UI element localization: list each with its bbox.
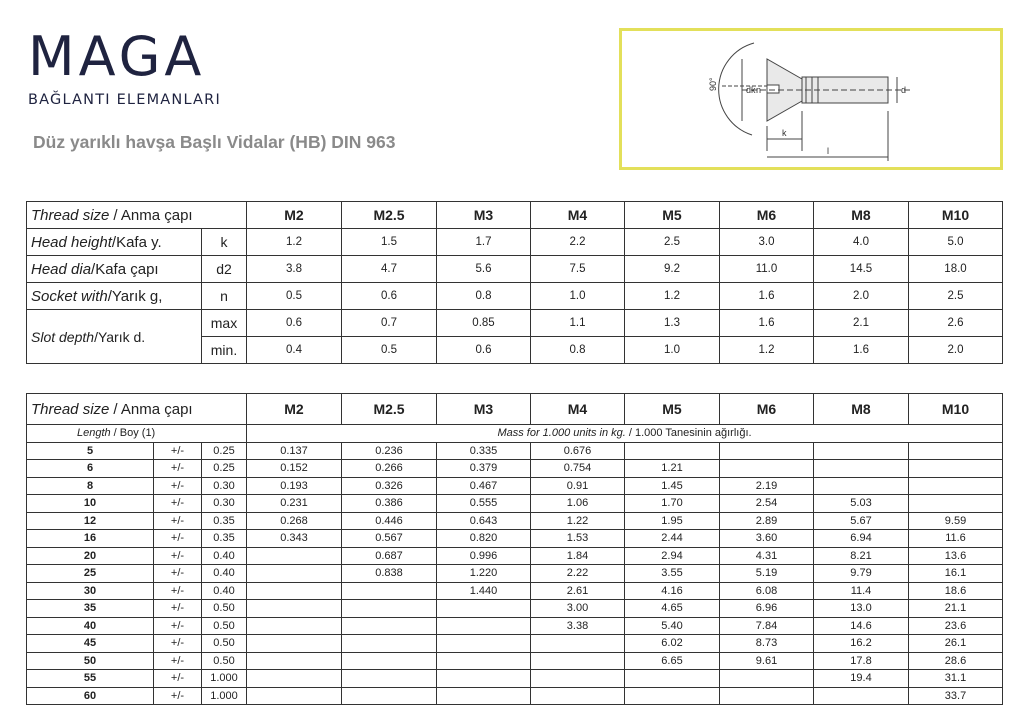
table-cell: 1.0: [625, 337, 720, 364]
plus-minus-cell: +/-: [154, 512, 202, 530]
size-header: M6: [720, 394, 814, 425]
mass-table-body: [27, 394, 1003, 705]
table-cell: 8.73: [720, 635, 814, 653]
row-label: [27, 256, 202, 283]
table-cell: 0.193: [247, 477, 342, 495]
dimensions-table-body: [27, 202, 1003, 364]
table-cell: 2.0: [909, 337, 1003, 364]
table-cell: 0.386: [342, 495, 437, 513]
table-cell: 2.5: [909, 283, 1003, 310]
table-cell: [437, 635, 531, 653]
size-header: M4: [531, 202, 625, 229]
length-cell: 60: [27, 687, 154, 705]
table-cell: 2.89: [720, 512, 814, 530]
table-cell: 1.220: [437, 565, 531, 583]
table-cell: [531, 687, 625, 705]
length-cell: 55: [27, 670, 154, 688]
length-label-tr: / Boy (1): [113, 427, 156, 440]
row-label-tr: /Kafa çapı: [91, 260, 159, 278]
plus-minus-cell: +/-: [154, 442, 202, 460]
plus-minus-cell: +/-: [154, 687, 202, 705]
table-row: [27, 256, 1003, 283]
table-cell: 5.19: [720, 565, 814, 583]
table-cell: 3.38: [531, 617, 625, 635]
table-cell: 0.643: [437, 512, 531, 530]
table-cell: 1.22: [531, 512, 625, 530]
plus-minus-cell: +/-: [154, 635, 202, 653]
table-cell: [342, 600, 437, 618]
table-cell: 1.3: [625, 310, 720, 337]
table-cell: 0.446: [342, 512, 437, 530]
table-cell: [625, 670, 720, 688]
table-cell: 0.152: [247, 460, 342, 478]
angle-label: 90°: [708, 77, 718, 91]
length-cell: 10: [27, 495, 154, 513]
table-cell: 1.06: [531, 495, 625, 513]
table-cell: 28.6: [909, 652, 1003, 670]
table-cell: 0.236: [342, 442, 437, 460]
table-cell: [720, 670, 814, 688]
table-cell: [247, 600, 342, 618]
table-cell: 0.85: [437, 310, 531, 337]
tolerance-cell: 0.50: [202, 635, 247, 653]
length-cell: 8: [27, 477, 154, 495]
table-cell: 13.0: [814, 600, 909, 618]
table-cell: 4.0: [814, 229, 909, 256]
table-cell: 0.6: [247, 310, 342, 337]
table-cell: 1.45: [625, 477, 720, 495]
table-cell: 5.67: [814, 512, 909, 530]
size-header: M2: [247, 394, 342, 425]
table-row: [27, 310, 1003, 337]
table-cell: 18.0: [909, 256, 1003, 283]
table-row: [27, 582, 1003, 600]
table-cell: 0.838: [342, 565, 437, 583]
table-cell: [531, 652, 625, 670]
table-cell: 0.5: [342, 337, 437, 364]
table-cell: [437, 687, 531, 705]
table-cell: 6.65: [625, 652, 720, 670]
row-label: [27, 229, 202, 256]
dk-label: dk: [746, 85, 756, 95]
table-cell: 4.7: [342, 256, 437, 283]
table-cell: [625, 687, 720, 705]
table-cell: 1.440: [437, 582, 531, 600]
table-row: [27, 495, 1003, 513]
table-cell: 5.03: [814, 495, 909, 513]
table-cell: 0.687: [342, 547, 437, 565]
n-label: n: [756, 85, 762, 95]
table-cell: 0.231: [247, 495, 342, 513]
tolerance-cell: 0.30: [202, 495, 247, 513]
table-cell: 2.22: [531, 565, 625, 583]
length-cell: 5: [27, 442, 154, 460]
table-cell: 11.4: [814, 582, 909, 600]
table-cell: [247, 652, 342, 670]
table-cell: 1.2: [625, 283, 720, 310]
length-cell: 25: [27, 565, 154, 583]
row-symbol: n: [202, 283, 247, 310]
plus-minus-cell: +/-: [154, 600, 202, 618]
table-cell: [909, 495, 1003, 513]
table-cell: [720, 460, 814, 478]
table-cell: 2.1: [814, 310, 909, 337]
k-label: k: [782, 128, 787, 138]
table-cell: 0.676: [531, 442, 625, 460]
table-cell: 0.326: [342, 477, 437, 495]
length-cell: 20: [27, 547, 154, 565]
brand-tagline: BAĞLANTI ELEMANLARI: [28, 92, 221, 108]
table-cell: 0.8: [531, 337, 625, 364]
table-cell: 2.6: [909, 310, 1003, 337]
row-symbol: min.: [202, 337, 247, 364]
table-cell: 1.6: [720, 283, 814, 310]
table-cell: 9.79: [814, 565, 909, 583]
size-header: M8: [814, 394, 909, 425]
tolerance-cell: 0.40: [202, 582, 247, 600]
length-cell: 12: [27, 512, 154, 530]
tolerance-cell: 0.25: [202, 442, 247, 460]
table-header-row: [27, 394, 1003, 425]
table-cell: 1.53: [531, 530, 625, 548]
table-row: [27, 442, 1003, 460]
table-cell: [531, 635, 625, 653]
table-cell: [437, 617, 531, 635]
table-cell: [247, 617, 342, 635]
table-cell: [247, 670, 342, 688]
row-symbol: k: [202, 229, 247, 256]
tolerance-cell: 0.40: [202, 547, 247, 565]
thread-size-en: Thread size: [31, 206, 110, 224]
table-row: [27, 547, 1003, 565]
table-cell: 2.2: [531, 229, 625, 256]
table-cell: 0.820: [437, 530, 531, 548]
table-cell: 0.137: [247, 442, 342, 460]
table-cell: [342, 617, 437, 635]
row-label: [27, 283, 202, 310]
table-cell: 3.55: [625, 565, 720, 583]
table-cell: 5.0: [909, 229, 1003, 256]
size-header: M10: [909, 202, 1003, 229]
table-cell: 17.8: [814, 652, 909, 670]
thread-size-en: Thread size: [31, 400, 110, 418]
subheader-row: [27, 425, 1003, 443]
row-label: [27, 310, 202, 364]
table-cell: 0.7: [342, 310, 437, 337]
table-cell: 0.5: [247, 283, 342, 310]
d-label: d: [901, 85, 907, 95]
table-cell: [814, 687, 909, 705]
table-cell: 1.7: [437, 229, 531, 256]
row-symbol: max: [202, 310, 247, 337]
tolerance-cell: 1.000: [202, 670, 247, 688]
table-cell: 5.40: [625, 617, 720, 635]
table-cell: [247, 582, 342, 600]
row-label-tr: /Yarık d.: [94, 328, 146, 345]
table-cell: [342, 635, 437, 653]
mass-note-tr: / 1.000 Tanesinin ağırlığı.: [628, 427, 752, 440]
tolerance-cell: 0.50: [202, 600, 247, 618]
table-cell: [814, 477, 909, 495]
table-row: [27, 512, 1003, 530]
table-cell: 5.6: [437, 256, 531, 283]
tolerance-cell: 0.40: [202, 565, 247, 583]
table-cell: 2.54: [720, 495, 814, 513]
table-cell: [531, 670, 625, 688]
table-cell: 14.6: [814, 617, 909, 635]
row-symbol: d2: [202, 256, 247, 283]
table-cell: 1.2: [720, 337, 814, 364]
row-label-en: Head height: [31, 233, 112, 251]
mass-table: [26, 393, 1003, 705]
screw-diagram: [619, 28, 1003, 170]
table-cell: 9.2: [625, 256, 720, 283]
table-cell: 4.31: [720, 547, 814, 565]
row-label-en: Socket with: [31, 287, 108, 305]
size-header: M5: [625, 394, 720, 425]
table-cell: 0.555: [437, 495, 531, 513]
table-cell: 3.0: [720, 229, 814, 256]
mass-note: [247, 425, 1003, 443]
length-cell: 40: [27, 617, 154, 635]
size-header: M10: [909, 394, 1003, 425]
tolerance-cell: 0.35: [202, 512, 247, 530]
table-cell: 2.19: [720, 477, 814, 495]
table-cell: [720, 442, 814, 460]
length-label: [27, 425, 247, 443]
table-header-row: [27, 202, 1003, 229]
table-cell: 0.343: [247, 530, 342, 548]
table-cell: 6.08: [720, 582, 814, 600]
plus-minus-cell: +/-: [154, 617, 202, 635]
length-cell: 45: [27, 635, 154, 653]
table-cell: 9.61: [720, 652, 814, 670]
table-cell: [437, 670, 531, 688]
table-cell: [814, 442, 909, 460]
thread-size-tr: / Anma çapı: [113, 400, 193, 418]
table-row: [27, 687, 1003, 705]
tolerance-cell: 0.50: [202, 652, 247, 670]
length-cell: 16: [27, 530, 154, 548]
table-cell: [909, 477, 1003, 495]
tolerance-cell: 1.000: [202, 687, 247, 705]
table-row: [27, 652, 1003, 670]
table-cell: 2.94: [625, 547, 720, 565]
table-cell: 0.379: [437, 460, 531, 478]
table-cell: 7.5: [531, 256, 625, 283]
table-cell: 0.8: [437, 283, 531, 310]
table-cell: [625, 442, 720, 460]
table-cell: 11.0: [720, 256, 814, 283]
plus-minus-cell: +/-: [154, 477, 202, 495]
plus-minus-cell: +/-: [154, 530, 202, 548]
table-cell: [720, 687, 814, 705]
table-cell: 1.70: [625, 495, 720, 513]
table-cell: [247, 565, 342, 583]
table-cell: 1.6: [720, 310, 814, 337]
table-cell: 2.0: [814, 283, 909, 310]
table-cell: 3.8: [247, 256, 342, 283]
table-cell: 16.2: [814, 635, 909, 653]
table-cell: 14.5: [814, 256, 909, 283]
table-cell: 18.6: [909, 582, 1003, 600]
table-cell: 1.6: [814, 337, 909, 364]
row-label-en: Slot depth: [31, 328, 95, 345]
size-header: M6: [720, 202, 814, 229]
countersunk-screw-drawing: [622, 31, 1000, 167]
table-cell: 0.996: [437, 547, 531, 565]
table-cell: 4.16: [625, 582, 720, 600]
table-row: [27, 600, 1003, 618]
size-header: M2.5: [342, 202, 437, 229]
table-cell: [437, 600, 531, 618]
size-header: M2: [247, 202, 342, 229]
table-cell: 1.84: [531, 547, 625, 565]
table-cell: 13.6: [909, 547, 1003, 565]
plus-minus-cell: +/-: [154, 547, 202, 565]
table-row: [27, 635, 1003, 653]
table-cell: 2.44: [625, 530, 720, 548]
size-header: M4: [531, 394, 625, 425]
table-cell: 1.95: [625, 512, 720, 530]
table-cell: 21.1: [909, 600, 1003, 618]
table-cell: 0.567: [342, 530, 437, 548]
table-cell: [247, 635, 342, 653]
table-cell: 0.6: [437, 337, 531, 364]
table-cell: 0.754: [531, 460, 625, 478]
table-cell: 0.6: [342, 283, 437, 310]
table-cell: 23.6: [909, 617, 1003, 635]
table-cell: 7.84: [720, 617, 814, 635]
size-header: M3: [437, 202, 531, 229]
table-cell: 19.4: [814, 670, 909, 688]
length-cell: 35: [27, 600, 154, 618]
plus-minus-cell: +/-: [154, 460, 202, 478]
table-cell: 1.5: [342, 229, 437, 256]
page-title: Düz yarıklı havşa Başlı Vidalar (HB) DIN 963: [33, 132, 396, 152]
table-row: [27, 670, 1003, 688]
thread-size-tr: / Anma çapı: [113, 206, 193, 224]
table-cell: 0.4: [247, 337, 342, 364]
table-cell: [909, 442, 1003, 460]
table-cell: [342, 652, 437, 670]
tolerance-cell: 0.30: [202, 477, 247, 495]
table-cell: 9.59: [909, 512, 1003, 530]
plus-minus-cell: +/-: [154, 670, 202, 688]
brand-name: MAGA: [28, 25, 206, 88]
table-cell: [814, 460, 909, 478]
l-label: l: [827, 146, 829, 156]
dimensions-table: [26, 201, 1003, 364]
length-cell: 30: [27, 582, 154, 600]
tolerance-cell: 0.50: [202, 617, 247, 635]
table-cell: [909, 460, 1003, 478]
table-cell: 6.94: [814, 530, 909, 548]
size-header: M3: [437, 394, 531, 425]
tolerance-cell: 0.35: [202, 530, 247, 548]
table-cell: 1.21: [625, 460, 720, 478]
length-cell: 6: [27, 460, 154, 478]
plus-minus-cell: +/-: [154, 582, 202, 600]
table-cell: 6.02: [625, 635, 720, 653]
row-label-tr: /Yarık g,: [107, 287, 163, 305]
table-cell: 1.2: [247, 229, 342, 256]
table-cell: 8.21: [814, 547, 909, 565]
table-row: [27, 229, 1003, 256]
table-row: [27, 530, 1003, 548]
table-cell: 31.1: [909, 670, 1003, 688]
plus-minus-cell: +/-: [154, 565, 202, 583]
row-label-tr: /Kafa y.: [111, 233, 162, 251]
table-cell: 0.91: [531, 477, 625, 495]
table-row: [27, 283, 1003, 310]
table-cell: 3.60: [720, 530, 814, 548]
table-cell: 0.268: [247, 512, 342, 530]
plus-minus-cell: +/-: [154, 495, 202, 513]
size-header: M5: [625, 202, 720, 229]
length-cell: 50: [27, 652, 154, 670]
table-cell: [342, 687, 437, 705]
table-cell: [342, 582, 437, 600]
table-cell: 4.65: [625, 600, 720, 618]
table-cell: [437, 652, 531, 670]
table-cell: 0.335: [437, 442, 531, 460]
table-row: [27, 565, 1003, 583]
table-cell: 26.1: [909, 635, 1003, 653]
table-cell: 33.7: [909, 687, 1003, 705]
size-header: M8: [814, 202, 909, 229]
plus-minus-cell: +/-: [154, 652, 202, 670]
table-cell: 2.5: [625, 229, 720, 256]
tolerance-cell: 0.25: [202, 460, 247, 478]
table-cell: 6.96: [720, 600, 814, 618]
size-header: M2.5: [342, 394, 437, 425]
table-cell: 16.1: [909, 565, 1003, 583]
table-cell: 11.6: [909, 530, 1003, 548]
table-row: [27, 617, 1003, 635]
table-row: [27, 460, 1003, 478]
table-cell: 2.61: [531, 582, 625, 600]
table-cell: 1.1: [531, 310, 625, 337]
row-label-en: Head dia: [31, 260, 92, 278]
brand-logo: [28, 25, 221, 108]
table-cell: 0.467: [437, 477, 531, 495]
table-row: [27, 477, 1003, 495]
table-cell: 0.266: [342, 460, 437, 478]
thread-size-header: [27, 202, 247, 229]
table-cell: [342, 670, 437, 688]
table-cell: [247, 547, 342, 565]
thread-size-header: [27, 394, 247, 425]
table-cell: 3.00: [531, 600, 625, 618]
length-label-en: Length: [77, 427, 111, 440]
mass-note-en: Mass for 1.000 units in kg.: [497, 427, 626, 440]
table-cell: [247, 687, 342, 705]
table-cell: 1.0: [531, 283, 625, 310]
